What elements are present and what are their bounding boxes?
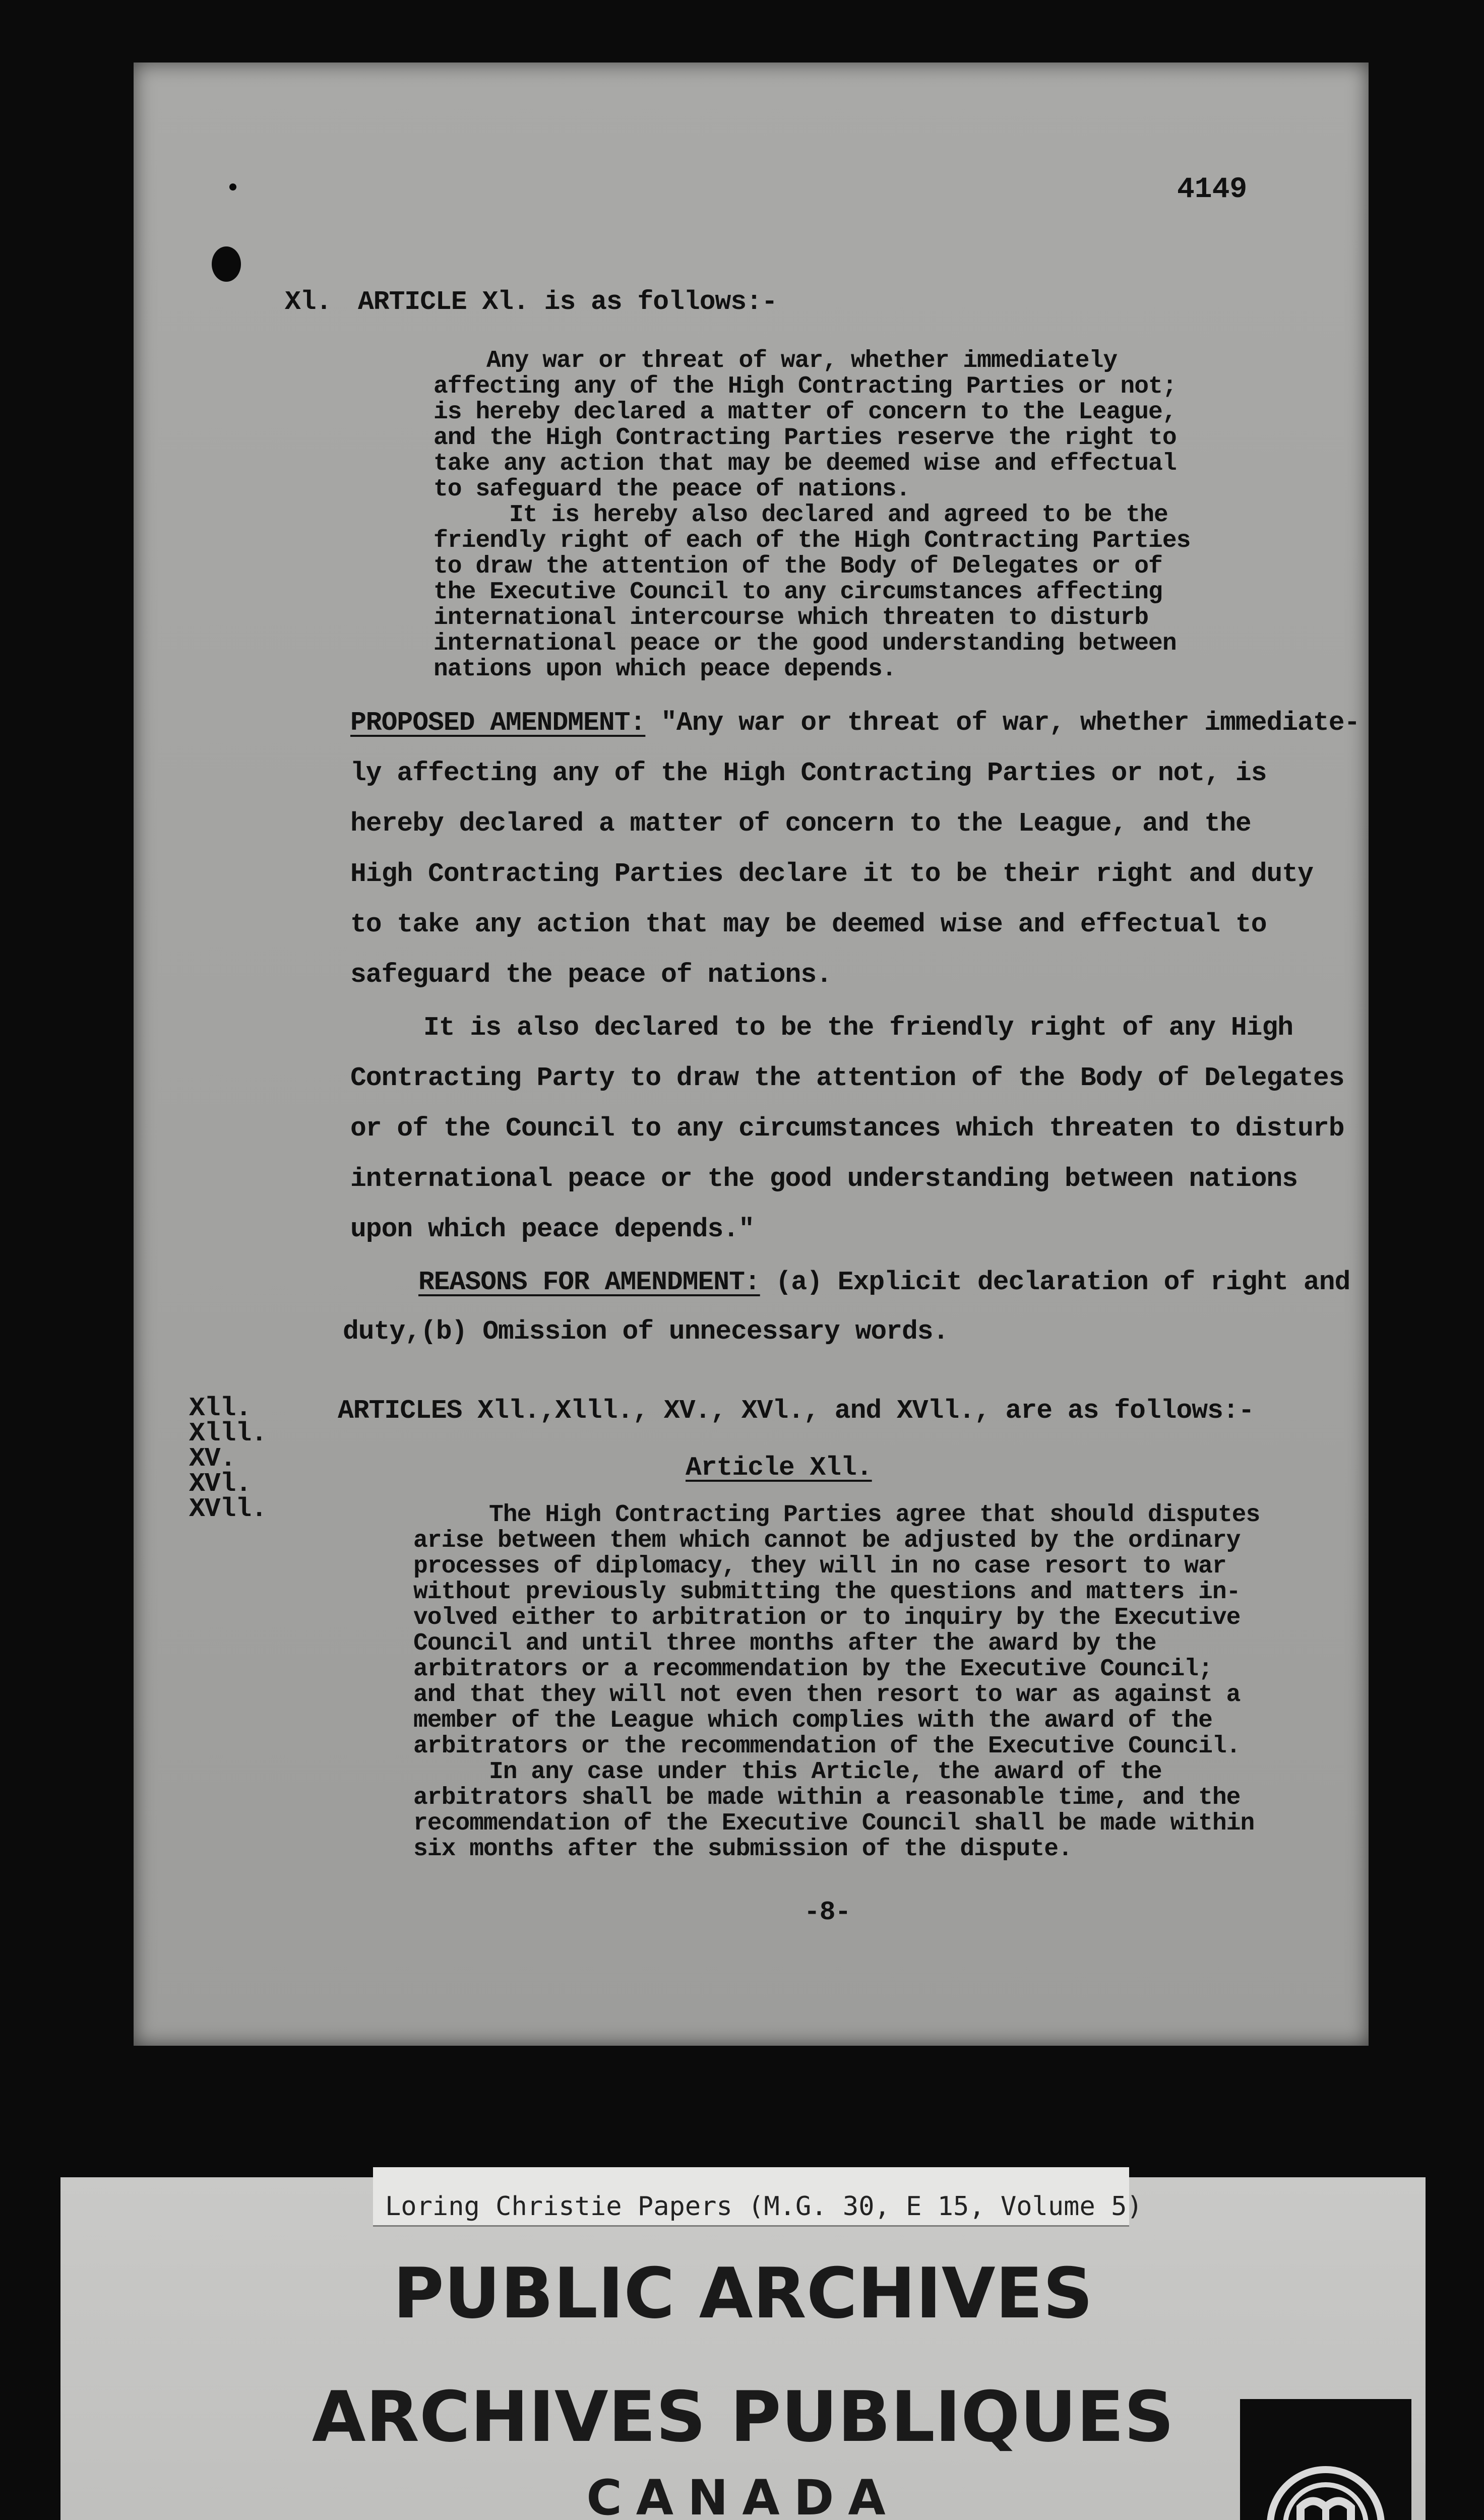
article-xi-line: nations upon which peace depends.	[434, 656, 896, 683]
article-xii-line: Council and until three months after the award by the	[413, 1630, 1156, 1657]
article-xi-line: take any action that may be deemed wise and effectual	[434, 450, 1177, 477]
amendment-label: PROPOSED AMENDMENT:	[350, 708, 646, 738]
amendment-first-line	[350, 708, 1359, 738]
document-page	[134, 62, 1369, 2046]
amendment-line: High Contracting Parties declare it to be their right and duty	[350, 859, 1313, 889]
archive-card	[60, 2177, 1426, 2520]
amendment-line: ly affecting any of the High Contracting Parties or not, is	[350, 758, 1267, 788]
articles-marker: XVl.	[189, 1469, 252, 1499]
amendment-line: upon which peace depends."	[350, 1214, 754, 1244]
articles-heading: ARTICLES Xll.,Xlll., XV., XVl., and XVll., are as follows:-	[338, 1396, 1254, 1426]
article-xii-line: recommendation of the Executive Council shall be made within	[413, 1810, 1255, 1837]
articles-marker: XVll.	[189, 1494, 267, 1524]
article-xi-line: the Executive Council to any circumstances affecting	[434, 579, 1162, 606]
amendment-line: or of the Council to any circumstances which threaten to disturb	[350, 1113, 1344, 1144]
amendment-line: to take any action that may be deemed wise and effectual to	[350, 909, 1267, 939]
article-xii-line: In any case under this Article, the award of the	[489, 1758, 1162, 1786]
reasons-line: duty,(b) Omission of unnecessary words.	[343, 1316, 949, 1347]
article-xii-line: and that they will not even then resort to war as against a	[413, 1681, 1241, 1709]
article-xi-line: international peace or the good understanding between	[434, 630, 1177, 657]
article-xii-line: arbitrators shall be made within a reasonable time, and the	[413, 1784, 1241, 1811]
article-xii-subheading: Article Xll.	[686, 1453, 872, 1483]
reasons-line-start: (a) Explicit declaration of right and	[760, 1267, 1350, 1297]
articles-marker: Xlll.	[189, 1418, 267, 1448]
article-xii-line: arbitrators or a recommendation by the Executive Council;	[413, 1656, 1212, 1683]
amendment-line: international peace or the good understanding between nations	[350, 1164, 1298, 1194]
article-xi-line: affecting any of the High Contracting Parties or not;	[434, 373, 1177, 400]
reference-text: Loring Christie Papers (M.G. 30, E 15, Volume 5)	[385, 2191, 1143, 2222]
article-xii-line: arbitrators or the recommendation of the Executive Council.	[413, 1733, 1241, 1760]
archive-line-2: ARCHIVES PUBLIQUES	[312, 2376, 1174, 2458]
article-xii-line: six months after the submission of the dispute.	[413, 1836, 1072, 1863]
archive-line-3: CANADA	[586, 2470, 900, 2520]
reference-label	[373, 2167, 1143, 2227]
article-xi-line: friendly right of each of the High Contracting Parties	[434, 527, 1191, 554]
article-xii-line: without previously submitting the questions and matters in-	[413, 1579, 1241, 1606]
page-footer: -8-	[804, 1897, 851, 1927]
amendment-line-start: "Any war or threat of war, whether immediate-	[645, 708, 1360, 738]
reasons-label: REASONS FOR AMENDMENT:	[418, 1267, 760, 1297]
archives-logo-icon	[1240, 2399, 1411, 2520]
amendment-line: Contracting Party to draw the attention of the Body of Delegates	[350, 1063, 1344, 1093]
amendment-line: safeguard the peace of nations.	[350, 960, 832, 990]
articles-marker: XV.	[189, 1443, 236, 1474]
archive-line-1: PUBLIC ARCHIVES	[393, 2253, 1093, 2334]
article-xii-line: processes of diplomacy, they will in no case resort to war	[413, 1553, 1226, 1580]
article-xi-heading: ARTICLE Xl. is as follows:-	[358, 287, 777, 317]
article-xi-line: It is hereby also declared and agreed to be the	[509, 501, 1168, 529]
amendment-line: It is also declared to be the friendly right of any High	[423, 1013, 1293, 1043]
article-xi-line: to safeguard the peace of nations.	[434, 476, 910, 503]
punch-hole	[212, 246, 241, 282]
article-xii-line: member of the League which complies with the award of the	[413, 1707, 1212, 1734]
article-xi-line: Any war or threat of war, whether immediately	[486, 347, 1118, 374]
article-xi-marker: Xl.	[285, 287, 332, 317]
article-xii-line: volved either to arbitration or to inquiry by the Executive	[413, 1604, 1241, 1631]
article-xi-line: international intercourse which threaten to disturb	[434, 604, 1149, 632]
archives-logo	[1240, 2399, 1411, 2520]
page-number: 4149	[1177, 173, 1248, 206]
article-xi-line: is hereby declared a matter of concern to the League,	[434, 399, 1177, 426]
article-xi-line: and the High Contracting Parties reserve the right to	[434, 424, 1177, 452]
article-xii-line: The High Contracting Parties agree that should disputes	[489, 1501, 1260, 1529]
articles-marker: Xll.	[189, 1393, 252, 1423]
amendment-line: hereby declared a matter of concern to the League, and the	[350, 808, 1251, 839]
reasons-first-line	[418, 1267, 1350, 1297]
punch-hole-small	[229, 183, 236, 191]
article-xii-line: arise between them which cannot be adjusted by the ordinary	[413, 1527, 1241, 1554]
article-xi-line: to draw the attention of the Body of Delegates or of	[434, 553, 1162, 580]
